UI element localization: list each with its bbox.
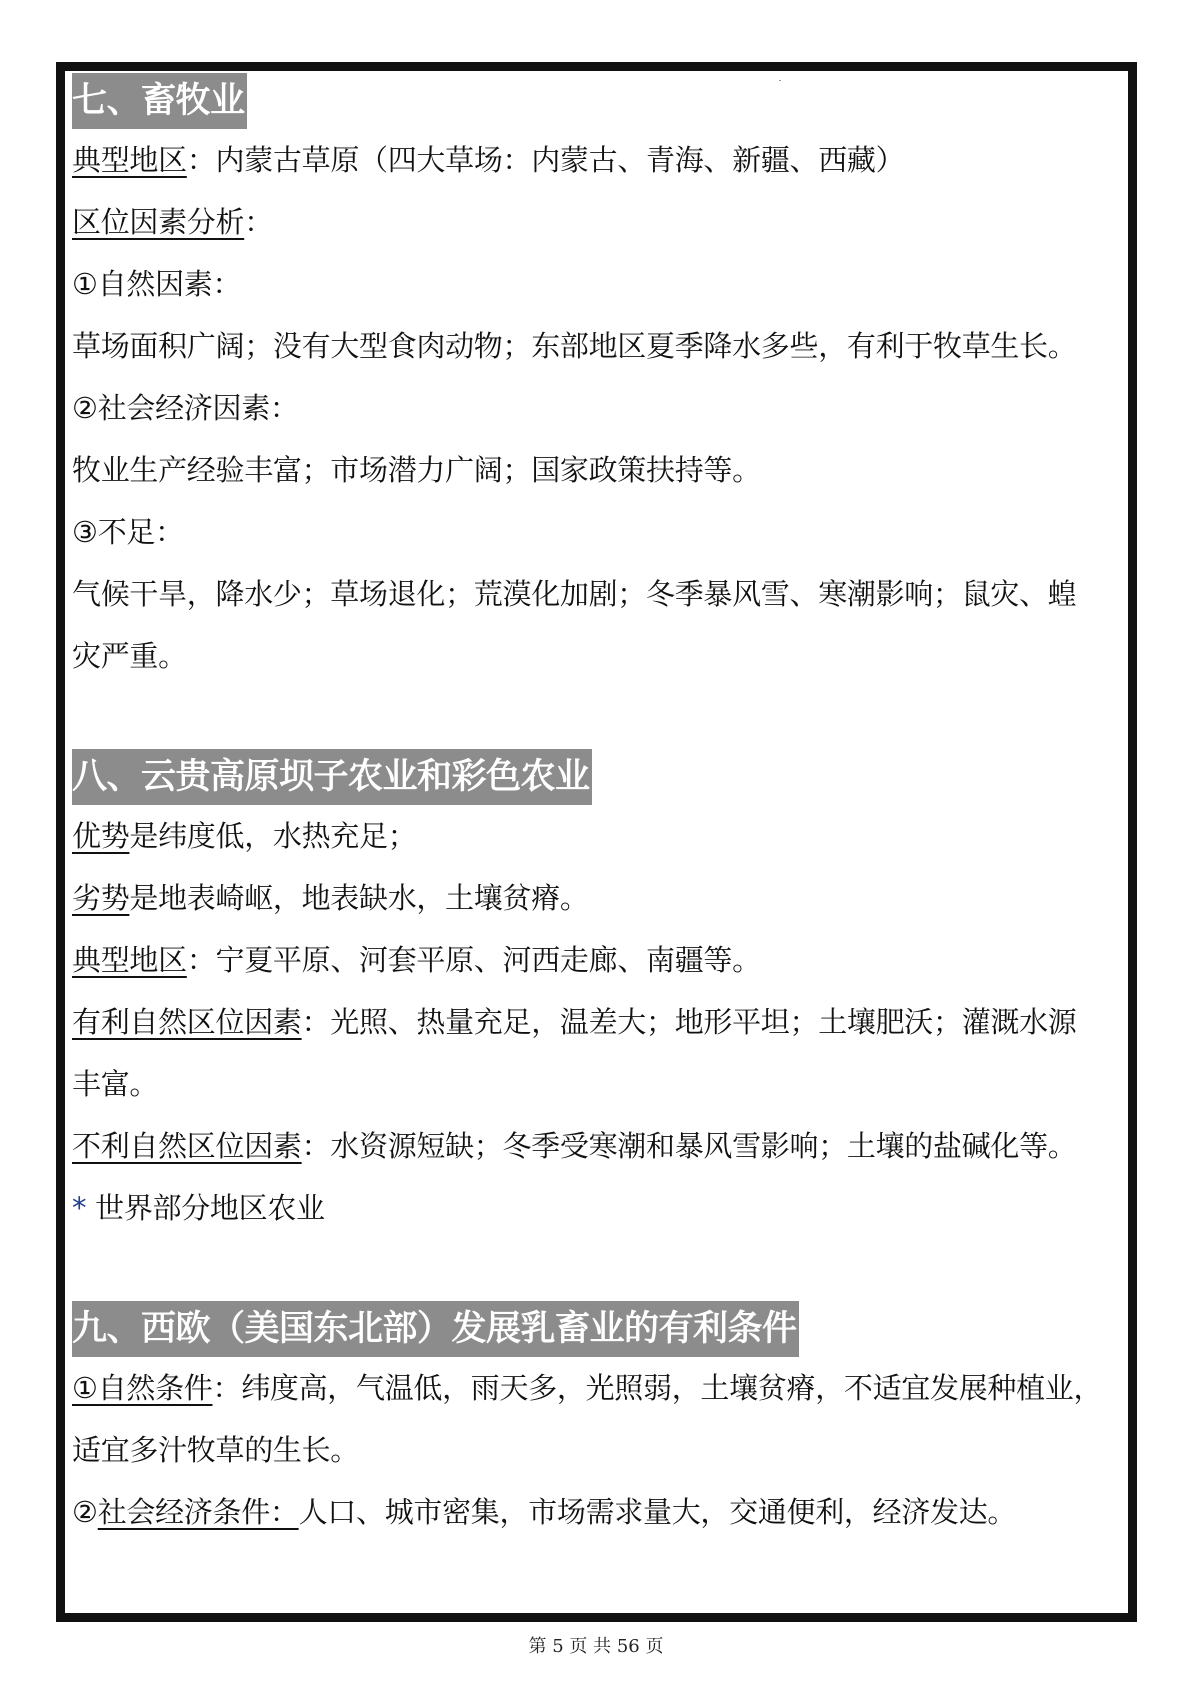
text-line [72, 1481, 1132, 1543]
section-heading: 八、云贵高原坝子农业和彩色农业 [72, 749, 592, 805]
text-line [72, 1177, 1132, 1239]
underlined-label: 社会经济条件： [97, 1495, 299, 1529]
text-line [72, 129, 1132, 191]
text-line [72, 805, 1132, 867]
underlined-label: 不利自然区位因素 [72, 1129, 302, 1163]
section-yungui-plateau-agriculture [72, 749, 1132, 1239]
underlined-label: 典型地区 [72, 943, 187, 977]
line-text: 世界部分地区农业 [86, 1191, 325, 1225]
section-west-europe-dairy [72, 1301, 1132, 1543]
text-line: 适宜多汁牧草的生长。 [72, 1433, 360, 1467]
text-line [72, 929, 1132, 991]
text-line [72, 1357, 1132, 1419]
underlined-label: 优势 [72, 819, 130, 853]
text-line [72, 991, 1132, 1053]
underlined-label: 有利自然区位因素 [72, 1005, 302, 1039]
line-text: 人口、城市密集，市场需求量大，交通便利，经济发达。 [298, 1495, 1017, 1529]
line-prefix: ② [72, 1495, 98, 1529]
line-text: ：宁夏平原、河套平原、河西走廊、南疆等。 [186, 943, 761, 977]
document-content [72, 73, 1132, 1543]
blank-line [72, 687, 1132, 749]
underlined-label: ①自然条件 [72, 1371, 213, 1405]
line-text: ：光照、热量充足，温差大；地形平坦；土壤肥沃；灌溉水源 [301, 1005, 1077, 1039]
line-text: ： [244, 205, 273, 239]
text-line: ③不足： [72, 515, 184, 549]
line-text: ：纬度高，气温低，雨天多，光照弱，土壤贫瘠，不适宜发展种植业， [212, 1371, 1103, 1405]
underlined-label: 劣势 [72, 881, 130, 915]
text-line: 灾严重。 [72, 639, 187, 673]
blank-line [72, 1239, 1132, 1301]
page-number-footer: 第 5 页 共 56 页 [528, 1636, 664, 1657]
text-line [72, 191, 1132, 253]
asterisk-mark: * [72, 1191, 87, 1225]
text-line: 丰富。 [72, 1067, 159, 1101]
section-heading: 九、西欧（美国东北部）发展乳畜业的有利条件 [72, 1301, 799, 1357]
line-text: 是纬度低，水热充足； [129, 819, 417, 853]
text-line: ①自然因素： [72, 267, 242, 301]
text-line: 牧业生产经验丰富；市场潜力广阔；国家政策扶持等。 [72, 453, 761, 487]
text-line [72, 867, 1132, 929]
section-animal-husbandry [72, 73, 1132, 687]
section-heading: 七、畜牧业 [72, 73, 247, 129]
text-line: 气候干旱，降水少；草场退化；荒漠化加剧；冬季暴风雪、寒潮影响；鼠灾、蝗 [72, 577, 1077, 611]
underlined-label: 区位因素分析 [72, 205, 245, 239]
underlined-label: 典型地区 [72, 143, 187, 177]
line-text: 是地表崎岖，地表缺水，土壤贫瘠。 [129, 881, 589, 915]
line-text: ：内蒙古草原（四大草场：内蒙古、青海、新疆、西藏） [186, 143, 905, 177]
text-line: 草场面积广阔；没有大型食肉动物；东部地区夏季降水多些，有利于牧草生长。 [72, 329, 1077, 363]
text-line [72, 1115, 1132, 1177]
line-text: ：水资源短缺；冬季受寒潮和暴风雪影响；土壤的盐碱化等。 [301, 1129, 1077, 1163]
text-line: ②社会经济因素： [72, 391, 299, 425]
